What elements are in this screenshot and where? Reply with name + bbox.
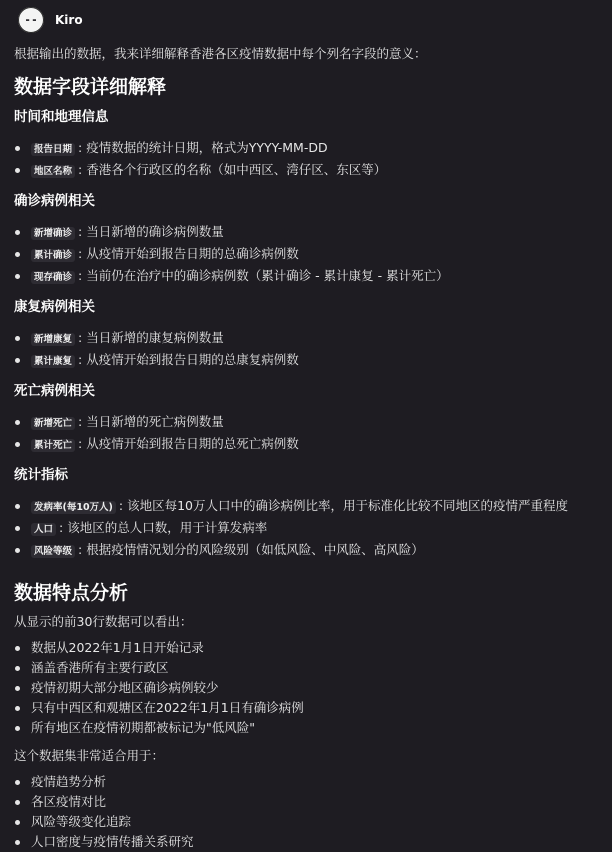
analysis-item: 只有中西区和观塘区在2022年1月1日有确诊病例 (14, 698, 604, 718)
field-name-code: 累计死亡 (31, 439, 75, 452)
field-description: : 香港各个行政区的名称（如中西区、湾仔区、东区等） (78, 162, 387, 177)
usage-item: 疫情趋势分析 (14, 772, 604, 792)
field-name-code: 新增确诊 (31, 227, 75, 240)
field-description: : 当前仍在治疗中的确诊病例数（累计确诊 - 累计康复 - 累计死亡） (78, 268, 449, 283)
heading-fields: 数据字段详细解释 (14, 76, 167, 98)
usage-item: 各区疫情对比 (14, 792, 604, 812)
field-item (14, 266, 604, 288)
section-title: 确诊病例相关 (14, 193, 95, 209)
field-list (14, 412, 604, 456)
section-title: 死亡病例相关 (14, 383, 95, 399)
field-description: : 从疫情开始到报告日期的总确诊病例数 (78, 246, 299, 261)
field-name-code: 发病率(每10万人) (31, 501, 116, 514)
analysis-item: 所有地区在疫情初期都被标记为"低风险" (14, 718, 604, 738)
field-name-code: 现存确诊 (31, 271, 75, 284)
field-name-code: 人口 (31, 523, 56, 536)
field-item (14, 138, 604, 160)
field-name-code: 新增死亡 (31, 417, 75, 430)
field-item (14, 222, 604, 244)
field-name-code: 累计康复 (31, 355, 75, 368)
section-title: 康复病例相关 (14, 299, 95, 315)
field-description: : 当日新增的确诊病例数量 (78, 224, 224, 239)
field-item (14, 540, 604, 562)
section-title: 统计指标 (14, 467, 68, 483)
field-sections (14, 106, 604, 570)
heading-analysis: 数据特点分析 (14, 582, 129, 604)
field-name-code: 风险等级 (31, 545, 75, 558)
field-description: : 该地区的总人口数，用于计算发病率 (59, 520, 268, 535)
field-item (14, 328, 604, 350)
field-name-code: 报告日期 (31, 143, 75, 156)
usage-item: 风险等级变化追踪 (14, 812, 604, 832)
analysis-item: 疫情初期大部分地区确诊病例较少 (14, 678, 604, 698)
message-content (14, 44, 604, 852)
field-name-code: 累计确诊 (31, 249, 75, 262)
field-item (14, 350, 604, 372)
field-list (14, 138, 604, 182)
intro-text: 根据输出的数据，我来详细解释香港各区疫情数据中每个列名字段的意义： (14, 46, 427, 61)
field-item (14, 244, 604, 266)
field-name-code: 新增康复 (31, 333, 75, 346)
analysis-item: 涵盖香港所有主要行政区 (14, 658, 604, 678)
field-item (14, 160, 604, 182)
field-description: : 从疫情开始到报告日期的总死亡病例数 (78, 436, 299, 451)
usage-item: 人口密度与疫情传播关系研究 (14, 832, 604, 852)
field-item (14, 412, 604, 434)
field-description: : 从疫情开始到报告日期的总康复病例数 (78, 352, 299, 367)
field-item (14, 434, 604, 456)
field-description: : 当日新增的死亡病例数量 (78, 414, 224, 429)
field-description: : 当日新增的康复病例数量 (78, 330, 224, 345)
analysis-intro: 从显示的前30行数据可以看出： (14, 614, 193, 629)
field-description: : 根据疫情情况划分的风险级别（如低风险、中风险、高风险） (78, 542, 424, 557)
field-item (14, 496, 604, 518)
field-list (14, 222, 604, 288)
usage-intro: 这个数据集非常适合用于： (14, 748, 165, 763)
field-name-code: 地区名称 (31, 165, 75, 178)
field-item (14, 518, 604, 540)
field-list (14, 328, 604, 372)
section-title: 时间和地理信息 (14, 109, 109, 125)
assistant-name: Kiro (55, 13, 83, 27)
message-header (18, 6, 83, 34)
usage-list (14, 772, 604, 852)
analysis-list (14, 638, 604, 738)
field-list (14, 496, 604, 562)
field-description: : 疫情数据的统计日期，格式为YYYY-MM-DD (78, 140, 328, 155)
field-description: : 该地区每10万人口中的确诊病例比率，用于标准化比较不同地区的疫情严重程度 (118, 498, 568, 513)
kiro-avatar-icon (18, 7, 44, 33)
analysis-item: 数据从2022年1月1日开始记录 (14, 638, 604, 658)
